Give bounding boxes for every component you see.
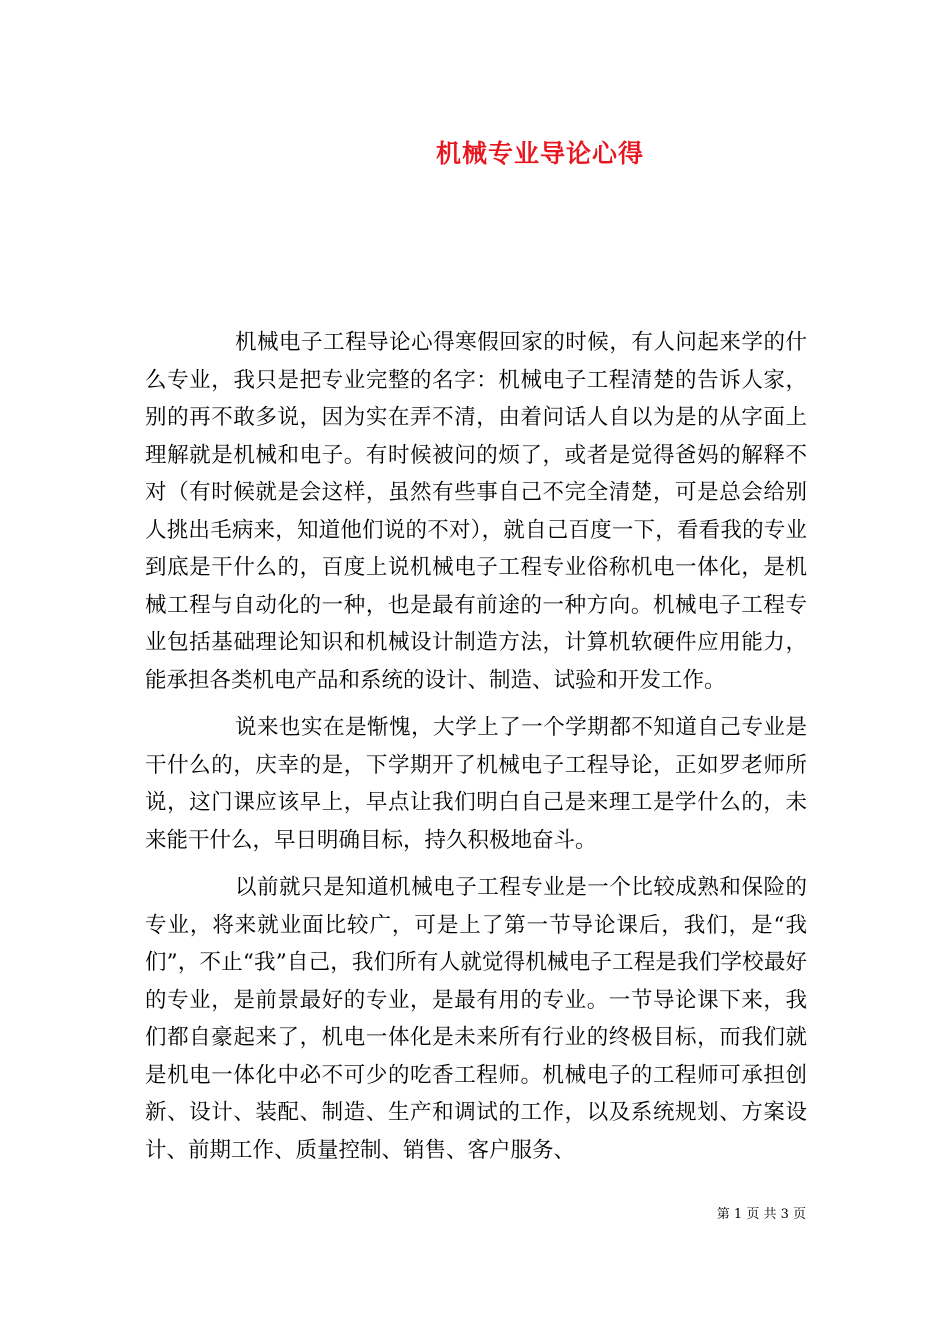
paragraph-1: 机械电子工程导论心得寒假回家的时候，有人问起来学的什么专业，我只是把专业完整的名字：机械电子工程清楚的告诉人家，别的再不敢多说，因为实在弄不清，由着问话人自以为是的从字面上理解就是机械和电子。有时候被问的烦了，或者是觉得爸妈的解释不对（有时候就是会这样，虽然有些事自己不完全清楚，可是总会给别人挑出毛病来，知道他们说的不对），就自己百度一下，看看我的专业到底是干什么的，百度上说机械电子工程专业俗称机电一体化，是机械工程与自动化的一种，也是最有前途的一种方向。机械电子工程专业包括基础理论知识和机械设计制造方法，计算机软硬件应用能力，能承担各类机电产品和系统的设计、制造、试验和开发工作。 xyxy=(145,330,807,693)
paragraph-2: 说来也实在是惭愧，大学上了一个学期都不知道自己专业是干什么的，庆幸的是，下学期开了机械电子工程导论，正如罗老师所说，这门课应该早上，早点让我们明白自己是来理工是学什么的，未来能干什么，早日明确目标，持久积极地奋斗。 xyxy=(145,715,807,853)
document-body xyxy=(145,324,807,1179)
page-number-footer: 第 1 页 共 3 页 xyxy=(716,1207,806,1222)
paragraph-3: 以前就只是知道机械电子工程专业是一个比较成熟和保险的专业，将来就业面比较广，可是上了第一节导论课后，我们，是“我们”，不止“我”自己，我们所有人就觉得机械电子工程是我们学校最好的专业，是前景最好的专业，是最有用的专业。一节导论课下来，我们都自豪起来了，机电一体化是未来所有行业的终极目标，而我们就是机电一体化中必不可少的吃香工程师。机械电子的工程师可承担创新、设计、装配、制造、生产和调试的工作，以及系统规划、方案设计、前期工作、质量控制、销售、客户服务、 xyxy=(145,875,807,1163)
page-title: 机械专业导论心得 xyxy=(435,139,644,168)
